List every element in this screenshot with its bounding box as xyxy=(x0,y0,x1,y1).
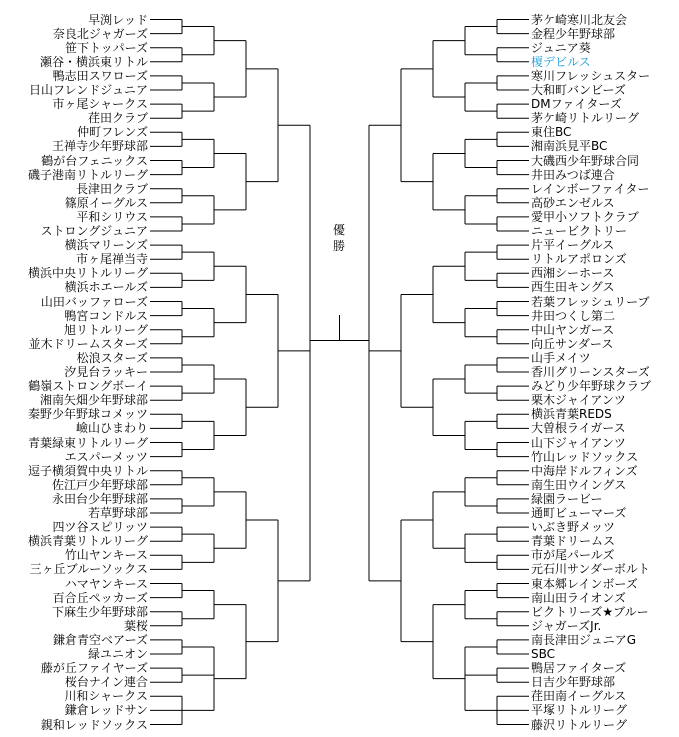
left-team-17[interactable]: 横浜マリーンズ xyxy=(64,238,148,253)
right-team-26[interactable]: 香川グリーンスターズ xyxy=(531,365,650,379)
right-team-16[interactable]: ニュービクトリー xyxy=(531,224,628,238)
right-team-4[interactable]: 榎デビルス xyxy=(531,54,591,69)
left-team-44[interactable]: 葉桜 xyxy=(123,618,148,633)
left-team-49[interactable]: 川和シャークス xyxy=(64,689,148,704)
right-team-51[interactable]: 藤沢リトルリーグ xyxy=(531,717,628,732)
left-team-22[interactable]: 鴨宮コンドルス xyxy=(64,308,148,323)
right-team-19[interactable]: 西湘シーホース xyxy=(531,266,615,281)
right-team-30[interactable]: 大曽根ライガース xyxy=(531,421,626,436)
left-team-42[interactable]: 百合丘ペッカーズ xyxy=(52,590,148,605)
right-team-18[interactable]: リトルアポロンズ xyxy=(531,252,627,267)
right-team-12[interactable]: 井田みつば連合 xyxy=(531,167,615,182)
left-team-46[interactable]: 緑ユニオン xyxy=(87,647,148,661)
left-team-13[interactable]: 長津田クラブ xyxy=(75,181,148,196)
right-team-50[interactable]: 平塚リトルリーグ xyxy=(531,703,628,718)
left-team-15[interactable]: 平和シリウス xyxy=(76,209,148,224)
right-team-33[interactable]: 中海岸ドルフィンズ xyxy=(531,463,638,478)
left-team-32[interactable]: エスパーメッツ xyxy=(64,449,148,464)
left-team-51[interactable]: 親和レッドソックス xyxy=(40,717,148,732)
right-team-7[interactable]: DMファイターズ xyxy=(531,97,622,112)
right-team-5[interactable]: 寒川フレッシュスター xyxy=(531,68,651,83)
left-team-4[interactable]: 瀬谷・横浜東リトル xyxy=(39,54,148,69)
left-team-30[interactable]: 嶮山ひまわり xyxy=(75,421,148,436)
right-team-42[interactable]: 南山田ライオンズ xyxy=(531,590,626,605)
right-team-37[interactable]: いぶき野メッツ xyxy=(531,520,616,535)
right-team-25[interactable]: 山手メイツ xyxy=(531,350,591,365)
left-team-20[interactable]: 横浜ホエールズ xyxy=(64,280,148,295)
right-team-28[interactable]: 栗木ジャイアンツ xyxy=(531,393,626,408)
left-team-48[interactable]: 桜台ナイン連合 xyxy=(64,675,148,690)
right-team-29[interactable]: 横浜青葉REDS xyxy=(531,407,612,422)
right-team-24[interactable]: 向丘サンダース xyxy=(531,336,614,351)
left-team-18[interactable]: 市ヶ尾禅当寺 xyxy=(75,252,148,267)
left-team-9[interactable]: 仲町フレンズ xyxy=(77,125,148,140)
champion-label-char-1: 優 xyxy=(332,223,345,237)
left-team-5[interactable]: 鴨志田スワローズ xyxy=(52,68,148,83)
right-team-1[interactable]: 茅ケ崎寒川北友会 xyxy=(531,12,628,27)
right-team-32[interactable]: 竹山レッドソックス xyxy=(531,449,639,464)
left-team-11[interactable]: 鶴が台フェニックス xyxy=(41,153,148,168)
champion-label xyxy=(331,222,347,254)
left-team-45[interactable]: 鎌倉青空ベアーズ xyxy=(52,632,148,647)
right-team-44[interactable]: ジャガーズJr. xyxy=(531,618,602,633)
right-team-48[interactable]: 日吉少年野球部 xyxy=(531,675,616,690)
right-team-39[interactable]: 市が尾パールズ xyxy=(531,548,615,563)
right-team-27[interactable]: みどり少年野球クラブ xyxy=(531,379,652,394)
champion-label-char-2: 勝 xyxy=(332,239,345,253)
left-team-25[interactable]: 松浪スターズ xyxy=(76,350,148,365)
right-team-34[interactable]: 南生田ウイングス xyxy=(531,477,627,492)
right-team-31[interactable]: 山下ジャイアンツ xyxy=(531,435,626,450)
right-team-8[interactable]: 茅ケ崎リトルリーグ xyxy=(531,111,640,126)
right-team-38[interactable]: 青葉ドリームス xyxy=(531,534,616,549)
right-team-23[interactable]: 中山ヤンガース xyxy=(531,322,615,337)
right-team-11[interactable]: 大磯西少年野球合同 xyxy=(531,153,640,168)
left-team-40[interactable]: 三ヶ丘ブルーソックス xyxy=(29,562,148,577)
left-team-31[interactable]: 青葉緑東リトルリーグ xyxy=(27,435,148,450)
right-team-41[interactable]: 東本郷レインボーズ xyxy=(531,576,638,591)
left-team-6[interactable]: 日山フレンドジュニア xyxy=(29,83,148,97)
left-team-14[interactable]: 篠原イーグルス xyxy=(64,195,148,210)
left-team-8[interactable]: 荏田クラブ xyxy=(87,111,148,126)
right-team-13[interactable]: レインボーファイター xyxy=(531,181,650,196)
right-team-35[interactable]: 緑園ラービー xyxy=(531,491,603,506)
right-team-45[interactable]: 南長津田ジュニアG xyxy=(531,632,637,647)
right-team-36[interactable]: 通町ビューマーズ xyxy=(531,506,627,520)
right-team-46[interactable]: SBC xyxy=(531,647,556,661)
left-team-16[interactable]: ストロングジュニア xyxy=(40,224,148,238)
left-team-29[interactable]: 秦野少年野球コメッツ xyxy=(27,407,148,422)
right-team-3[interactable]: ジュニア葵 xyxy=(531,40,591,55)
right-team-10[interactable]: 湘南浜見平BC xyxy=(531,139,608,154)
left-team-3[interactable]: 笹下トッパーズ xyxy=(64,40,148,55)
left-team-23[interactable]: 旭リトルリーグ xyxy=(63,322,148,337)
left-team-50[interactable]: 鎌倉レッドサン xyxy=(64,703,148,718)
left-team-35[interactable]: 永田台少年野球部 xyxy=(51,491,148,506)
left-team-7[interactable]: 市ヶ尾シャークス xyxy=(52,97,148,112)
right-team-2[interactable]: 金程少年野球部 xyxy=(531,26,616,41)
right-team-21[interactable]: 若葉フレッシュリーブ xyxy=(531,294,650,309)
right-team-17[interactable]: 片平イーグルス xyxy=(531,238,615,253)
left-team-43[interactable]: 下麻生少年野球部 xyxy=(51,604,148,619)
left-team-1[interactable]: 早渕レッド xyxy=(88,12,148,27)
left-team-21[interactable]: 山田バッファローズ xyxy=(40,294,148,309)
left-team-38[interactable]: 横浜青葉リトルリーグ xyxy=(27,534,148,549)
left-team-37[interactable]: 四ツ谷スピリッツ xyxy=(52,520,148,535)
left-team-24[interactable]: 並木ドリームスターズ xyxy=(28,336,148,351)
right-team-22[interactable]: 井田つくし第二 xyxy=(531,308,616,323)
right-team-47[interactable]: 鴨居ファイターズ xyxy=(531,661,627,676)
left-team-28[interactable]: 湘南矢畑少年野球部 xyxy=(39,393,148,408)
right-team-9[interactable]: 東住BC xyxy=(531,125,572,140)
left-team-27[interactable]: 鶴嶺ストロングボーイ xyxy=(28,379,148,394)
right-team-15[interactable]: 愛甲小ソフトクラブ xyxy=(531,209,639,224)
right-team-43[interactable]: ビクトリーズ★ブルー xyxy=(531,604,649,619)
left-team-47[interactable]: 藤が丘ファイヤーズ xyxy=(40,661,148,676)
left-team-19[interactable]: 横浜中央リトルリーグ xyxy=(27,266,148,281)
right-team-20[interactable]: 西生田キングス xyxy=(531,280,615,295)
right-team-6[interactable]: 大和町バンビーズ xyxy=(531,83,626,97)
right-team-40[interactable]: 元石川サンダーボルト xyxy=(531,562,650,577)
left-team-34[interactable]: 佐江戸少年野球部 xyxy=(51,477,148,492)
left-team-12[interactable]: 磯子港南リトルリーグ xyxy=(27,167,148,182)
left-team-10[interactable]: 王禅寺少年野球部 xyxy=(51,139,148,154)
left-team-36[interactable]: 若草野球部 xyxy=(87,506,148,520)
left-team-33[interactable]: 逗子横須賀中央リトル xyxy=(27,463,148,478)
right-team-49[interactable]: 荏田南イーグルス xyxy=(531,689,627,704)
left-team-26[interactable]: 汐見台ラッキー xyxy=(64,365,148,379)
left-team-39[interactable]: 竹山ヤンキース xyxy=(64,548,148,563)
right-team-14[interactable]: 高砂エンゼルス xyxy=(531,195,615,210)
left-team-2[interactable]: 奈良北ジャガーズ xyxy=(52,26,148,41)
left-team-41[interactable]: ハマヤンキース xyxy=(64,576,148,591)
